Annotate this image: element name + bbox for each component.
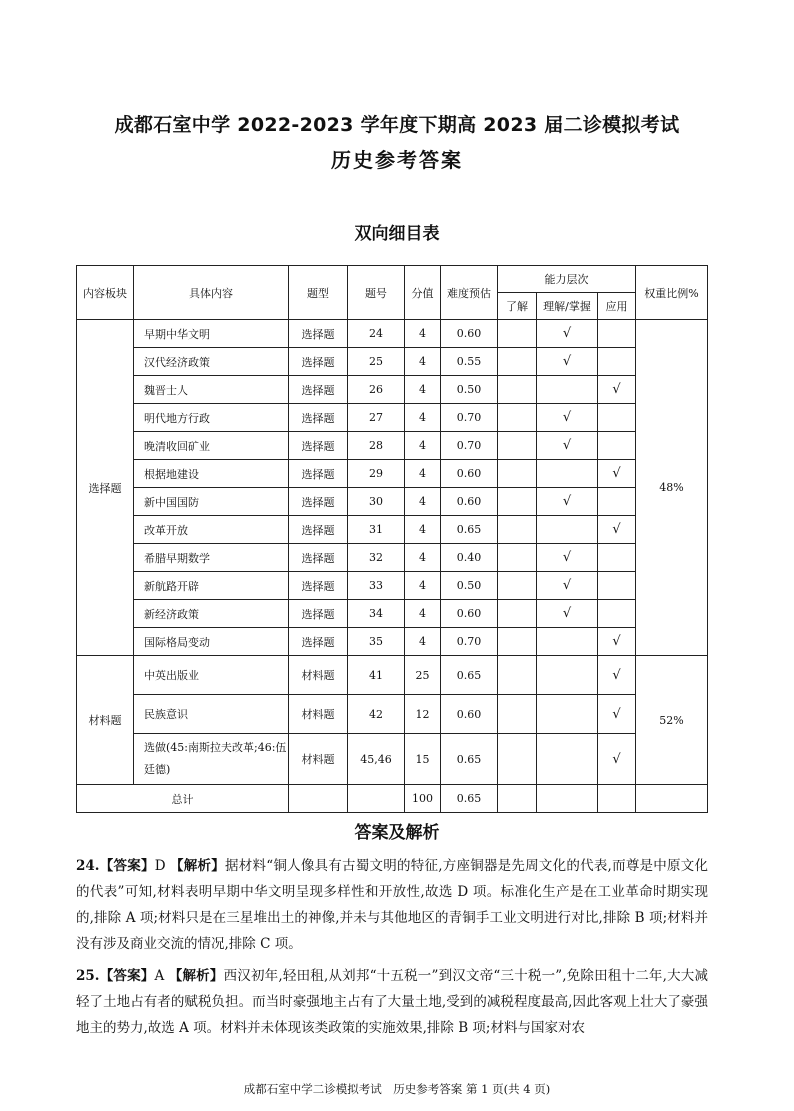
table-row (77, 404, 708, 432)
table-row (77, 376, 708, 404)
row-score: 4 (405, 348, 441, 376)
row-type: 选择题 (289, 348, 348, 376)
analysis-tag: 【解析】 (168, 968, 224, 984)
total-type (289, 785, 348, 813)
row-understand (498, 695, 537, 734)
analysis-text: 据材料“铜人像具有古蜀文明的特征,方座铜器是先周文化的代表,而尊是中原文化的代表”可知,材料表明早期中华文明呈现多样性和开放性,故选 D 项。标准化生产是在工业革命时期实现的,排除 A 项;材料只是在三星堆出土的神像,并未与其他地区的青铜手工业文明进行对比,排除 B 项;材料并没有涉及商业交流的情况,排除 C 项。 (76, 858, 709, 952)
row-content: 国际格局变动 (134, 628, 289, 656)
row-understand (498, 376, 537, 404)
row-number: 29 (348, 460, 405, 488)
row-content: 选做(45:南斯拉夫改革;46:伍廷德) (134, 734, 289, 785)
row-apply (598, 320, 636, 348)
row-score: 4 (405, 320, 441, 348)
row-type: 材料题 (289, 734, 348, 785)
row-score: 4 (405, 544, 441, 572)
row-comprehend (537, 376, 598, 404)
row-understand (498, 320, 537, 348)
row-difficulty: 0.65 (441, 734, 498, 785)
row-understand (498, 488, 537, 516)
row-type: 选择题 (289, 376, 348, 404)
row-content: 新中国国防 (134, 488, 289, 516)
table-row (77, 734, 708, 785)
row-content: 明代地方行政 (134, 404, 289, 432)
row-apply: √ (598, 516, 636, 544)
header-comprehend: 理解/掌握 (537, 293, 598, 320)
total-difficulty: 0.65 (441, 785, 498, 813)
table-section-title: 双向细目表 (354, 224, 440, 244)
table-row (77, 544, 708, 572)
row-type: 选择题 (289, 544, 348, 572)
table-row (77, 320, 708, 348)
row-type: 选择题 (289, 460, 348, 488)
row-apply: √ (598, 376, 636, 404)
table-row (77, 656, 708, 695)
row-apply: √ (598, 695, 636, 734)
row-apply: √ (598, 656, 636, 695)
row-comprehend: √ (537, 572, 598, 600)
row-apply (598, 488, 636, 516)
row-difficulty: 0.40 (441, 544, 498, 572)
analysis-tag: 【解析】 (170, 858, 225, 874)
answers-section-title: 答案及解析 (354, 823, 440, 843)
row-understand (498, 544, 537, 572)
row-content: 希腊早期数学 (134, 544, 289, 572)
row-difficulty: 0.70 (441, 432, 498, 460)
row-number: 41 (348, 656, 405, 695)
row-comprehend (537, 734, 598, 785)
row-number: 31 (348, 516, 405, 544)
total-weight (636, 785, 708, 813)
header-difficulty: 难度预估 (441, 266, 498, 320)
document-subtitle: 历史参考答案 (331, 148, 463, 172)
row-score: 4 (405, 572, 441, 600)
row-content: 魏晋士人 (134, 376, 289, 404)
row-comprehend: √ (537, 544, 598, 572)
answer-tag: 【答案】 (99, 968, 155, 984)
row-score: 25 (405, 656, 441, 695)
page-footer: 成都石室中学二诊模拟考试 历史参考答案 第 1 页(共 4 页) (243, 1082, 551, 1096)
row-apply (598, 432, 636, 460)
row-type: 选择题 (289, 488, 348, 516)
row-score: 4 (405, 376, 441, 404)
row-score: 4 (405, 432, 441, 460)
row-difficulty: 0.60 (441, 488, 498, 516)
row-understand (498, 656, 537, 695)
row-type: 选择题 (289, 320, 348, 348)
row-score: 4 (405, 460, 441, 488)
row-content: 中英出版业 (134, 656, 289, 695)
row-comprehend: √ (537, 404, 598, 432)
table-row (77, 628, 708, 656)
row-number: 45,46 (348, 734, 405, 785)
answer-letter: A (154, 968, 165, 984)
row-apply (598, 348, 636, 376)
header-content: 具体内容 (134, 266, 289, 320)
total-label: 总计 (77, 785, 289, 813)
row-type: 选择题 (289, 404, 348, 432)
table-row (77, 348, 708, 376)
row-score: 12 (405, 695, 441, 734)
row-understand (498, 404, 537, 432)
row-score: 15 (405, 734, 441, 785)
header-weight: 权重比例% (636, 266, 708, 320)
row-comprehend: √ (537, 488, 598, 516)
total-comprehend (537, 785, 598, 813)
row-type: 选择题 (289, 572, 348, 600)
row-understand (498, 348, 537, 376)
header-block: 内容板块 (77, 266, 134, 320)
row-comprehend: √ (537, 320, 598, 348)
row-type: 选择题 (289, 516, 348, 544)
row-apply: √ (598, 628, 636, 656)
table-row (77, 460, 708, 488)
total-row (77, 785, 708, 813)
answer-number: 25. (76, 968, 100, 984)
answer-tag: 【答案】 (99, 858, 155, 874)
row-content: 根据地建设 (134, 460, 289, 488)
total-number (348, 785, 405, 813)
row-score: 4 (405, 600, 441, 628)
total-score: 100 (405, 785, 441, 813)
row-content: 改革开放 (134, 516, 289, 544)
row-score: 4 (405, 404, 441, 432)
row-understand (498, 460, 537, 488)
analysis-text: 西汉初年,轻田租,从刘邦“十五税一”到汉文帝“三十税一”,免除田租十二年,大大减轻了土地占有者的赋税负担。而当时豪强地主占有了大量土地,受到的减税程度最高,因此客观上壮大了豪强地主的势力,故选 A 项。材料并未体现该类政策的实施效果,排除 B 项;材料与国家对农 (76, 968, 709, 1036)
header-apply: 应用 (598, 293, 636, 320)
row-understand (498, 572, 537, 600)
row-difficulty: 0.50 (441, 376, 498, 404)
row-content: 早期中华文明 (134, 320, 289, 348)
row-number: 35 (348, 628, 405, 656)
row-difficulty: 0.70 (441, 628, 498, 656)
row-comprehend (537, 516, 598, 544)
row-number: 25 (348, 348, 405, 376)
row-score: 4 (405, 488, 441, 516)
row-number: 32 (348, 544, 405, 572)
row-difficulty: 0.65 (441, 656, 498, 695)
total-apply (598, 785, 636, 813)
row-difficulty: 0.60 (441, 600, 498, 628)
table-row (77, 488, 708, 516)
row-understand (498, 600, 537, 628)
row-score: 4 (405, 516, 441, 544)
row-number: 27 (348, 404, 405, 432)
answer-item-24 (76, 853, 708, 957)
row-type: 选择题 (289, 432, 348, 460)
row-number: 42 (348, 695, 405, 734)
row-number: 26 (348, 376, 405, 404)
row-difficulty: 0.55 (441, 348, 498, 376)
row-understand (498, 628, 537, 656)
row-apply (598, 404, 636, 432)
total-understand (498, 785, 537, 813)
group-weight: 48% (636, 320, 708, 656)
row-content: 新航路开辟 (134, 572, 289, 600)
header-understand: 了解 (498, 293, 537, 320)
row-type: 选择题 (289, 628, 348, 656)
table-row (77, 572, 708, 600)
row-comprehend: √ (537, 348, 598, 376)
row-understand (498, 734, 537, 785)
row-score: 4 (405, 628, 441, 656)
row-apply: √ (598, 460, 636, 488)
answer-item-25 (76, 963, 708, 1041)
specification-table (76, 265, 708, 813)
answer-letter: D (154, 858, 166, 874)
group-name: 材料题 (77, 656, 134, 785)
header-ability: 能力层次 (498, 266, 636, 293)
row-understand (498, 432, 537, 460)
header-type: 题型 (289, 266, 348, 320)
row-number: 34 (348, 600, 405, 628)
row-apply: √ (598, 734, 636, 785)
row-comprehend: √ (537, 600, 598, 628)
row-difficulty: 0.50 (441, 572, 498, 600)
header-score: 分值 (405, 266, 441, 320)
row-difficulty: 0.60 (441, 695, 498, 734)
document-title: 成都石室中学 2022-2023 学年度下期高 2023 届二诊模拟考试 (114, 114, 680, 136)
row-type: 选择题 (289, 600, 348, 628)
row-difficulty: 0.70 (441, 404, 498, 432)
row-comprehend (537, 695, 598, 734)
group-weight: 52% (636, 656, 708, 785)
row-number: 33 (348, 572, 405, 600)
answer-number: 24. (76, 858, 100, 874)
table-row (77, 695, 708, 734)
row-number: 24 (348, 320, 405, 348)
row-comprehend (537, 460, 598, 488)
row-comprehend: √ (537, 432, 598, 460)
row-comprehend (537, 656, 598, 695)
row-apply (598, 572, 636, 600)
table-row (77, 432, 708, 460)
header-number: 题号 (348, 266, 405, 320)
row-content: 汉代经济政策 (134, 348, 289, 376)
row-difficulty: 0.60 (441, 320, 498, 348)
table-row (77, 600, 708, 628)
row-understand (498, 516, 537, 544)
row-type: 材料题 (289, 656, 348, 695)
table-row (77, 516, 708, 544)
row-difficulty: 0.60 (441, 460, 498, 488)
row-number: 28 (348, 432, 405, 460)
row-difficulty: 0.65 (441, 516, 498, 544)
row-content: 新经济政策 (134, 600, 289, 628)
row-number: 30 (348, 488, 405, 516)
row-content: 民族意识 (134, 695, 289, 734)
row-apply (598, 544, 636, 572)
group-name: 选择题 (77, 320, 134, 656)
row-apply (598, 600, 636, 628)
row-content: 晚清收回矿业 (134, 432, 289, 460)
row-comprehend (537, 628, 598, 656)
row-type: 材料题 (289, 695, 348, 734)
